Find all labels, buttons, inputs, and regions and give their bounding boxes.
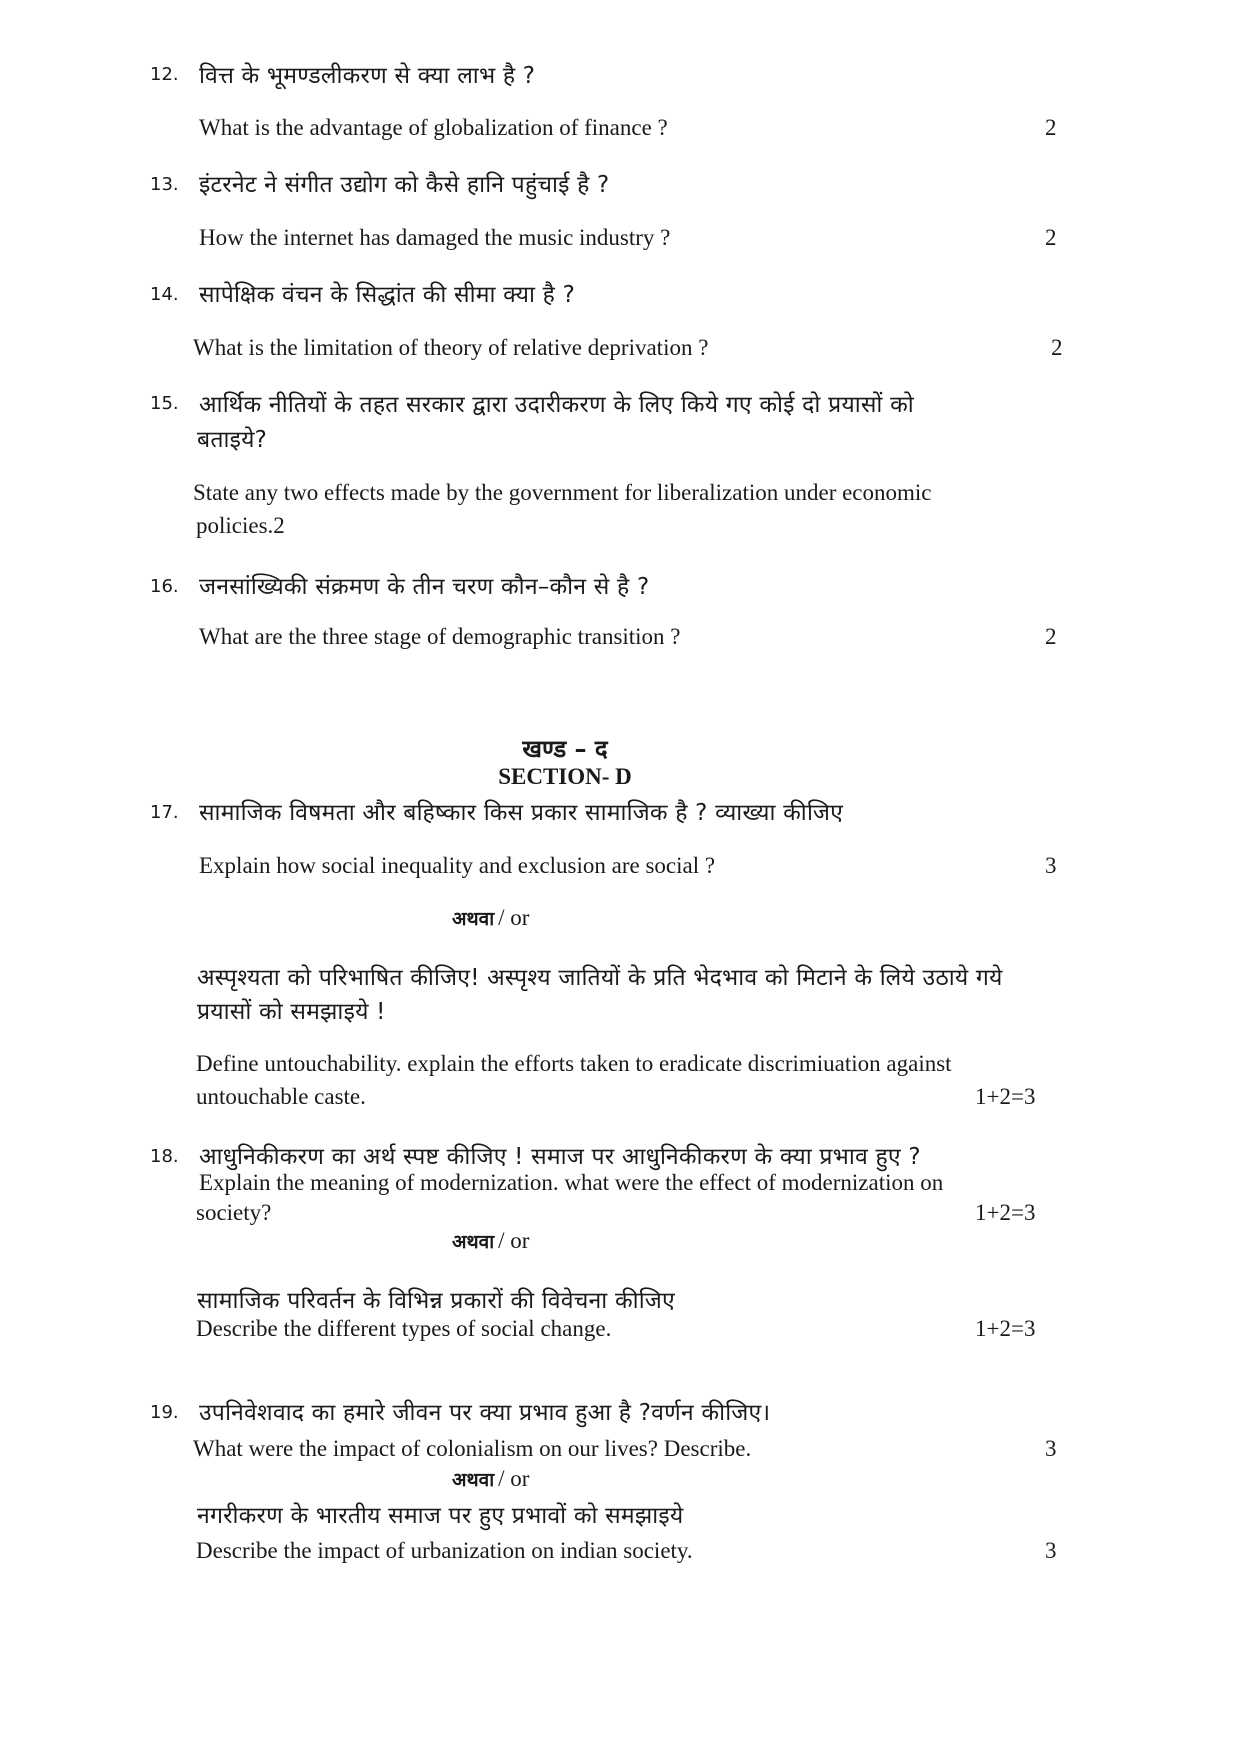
question-17-alt-english-line-2: untouchable caste. — [196, 1084, 366, 1109]
question-12-hindi: वित्त के भूमण्डलीकरण से क्या लाभ है ? — [199, 63, 536, 89]
question-16-english: What are the three stage of demographic transition ? — [199, 624, 681, 649]
or-label-hindi: अथवा — [452, 1231, 495, 1253]
question-number: 18. — [150, 1146, 179, 1167]
question-18-alt-hindi: सामाजिक परिवर्तन के विभिन्न प्रकारों की विवेचना कीजिए — [197, 1288, 675, 1314]
section-heading-hindi: खण्ड – द — [522, 735, 608, 763]
marks: 1+2=3 — [975, 1084, 1036, 1109]
question-14-english: What is the limitation of theory of relative deprivation ? — [193, 335, 709, 360]
question-13-english: How the internet has damaged the music industry ? — [199, 225, 671, 250]
question-number: 13. — [150, 174, 179, 195]
question-15-hindi-line-1: आर्थिक नीतियों के तहत सरकार द्वारा उदारीकरण के लिए किये गए कोई दो प्रयासों को — [199, 392, 914, 418]
marks: 3 — [1045, 1538, 1057, 1563]
question-18-english-line-1: Explain the meaning of modernization. what were the effect of modernization on — [199, 1170, 944, 1195]
question-17-alt-hindi-line-1: अस्पृश्यता को परिभाषित कीजिए! अस्पृश्य जातियों के प्रति भेदभाव को मिटाने के लिये उठाये गये — [197, 965, 1003, 991]
question-18-hindi: आधुनिकीकरण का अर्थ स्पष्ट कीजिए ! समाज पर आधुनिकीकरण के क्या प्रभाव हुए ? — [199, 1144, 921, 1170]
marks: 1+2=3 — [975, 1316, 1036, 1341]
question-14-hindi: सापेक्षिक वंचन के सिद्धांत की सीमा क्या है ? — [199, 282, 575, 308]
marks: 3 — [1045, 853, 1057, 878]
question-19-alt-english: Describe the impact of urbanization on indian society. — [196, 1538, 693, 1563]
or-label-hindi: अथवा — [452, 908, 495, 930]
or-label-english: / or — [498, 905, 530, 930]
or-label-hindi: अथवा — [452, 1469, 495, 1491]
marks: 2 — [1045, 115, 1057, 140]
question-17-hindi: सामाजिक विषमता और बहिष्कार किस प्रकार सामाजिक है ? व्याख्या कीजिए — [199, 800, 844, 826]
question-17-english: Explain how social inequality and exclusion are social ? — [199, 853, 716, 878]
marks: 2 — [1051, 335, 1063, 360]
marks: 1+2=3 — [975, 1200, 1036, 1225]
or-label-english: / or — [498, 1228, 530, 1253]
question-number: 15. — [150, 393, 179, 414]
or-label-english: / or — [498, 1466, 530, 1491]
marks: 2 — [1045, 225, 1057, 250]
question-number: 16. — [150, 576, 179, 597]
question-17-alt-hindi-line-2: प्रयासों को समझाइये ! — [197, 999, 386, 1025]
question-18-alt-english: Describe the different types of social change. — [196, 1316, 612, 1341]
or-divider — [452, 905, 529, 931]
marks: 3 — [1045, 1436, 1057, 1461]
question-number: 12. — [150, 64, 179, 85]
question-19-hindi: उपनिवेशवाद का हमारे जीवन पर क्या प्रभाव हुआ है ?वर्णन कीजिए। — [199, 1400, 771, 1426]
question-13-hindi: इंटरनेट ने संगीत उद्योग को कैसे हानि पहुंचाई है ? — [199, 172, 610, 198]
question-15-english-line-2: policies.2 — [196, 513, 285, 538]
question-19-alt-hindi: नगरीकरण के भारतीय समाज पर हुए प्रभावों को समझाइये — [197, 1503, 684, 1529]
question-15-english-line-1: State any two effects made by the government for liberalization under economic — [193, 480, 932, 505]
question-number: 19. — [150, 1402, 179, 1423]
question-12-english: What is the advantage of globalization of finance ? — [199, 115, 668, 140]
question-number: 17. — [150, 802, 179, 823]
question-15-hindi-line-2: बताइये? — [197, 427, 268, 453]
section-heading-english: SECTION- D — [498, 764, 632, 789]
question-16-hindi: जनसांख्यिकी संक्रमण के तीन चरण कौन–कौन से है ? — [199, 574, 650, 600]
question-18-english-line-2: society? — [196, 1200, 272, 1225]
or-divider — [452, 1466, 529, 1492]
marks: 2 — [1045, 624, 1057, 649]
or-divider — [452, 1228, 529, 1254]
question-17-alt-english-line-1: Define untouchability. explain the efforts taken to eradicate discrimiuation against — [196, 1051, 952, 1076]
question-19-english: What were the impact of colonialism on our lives? Describe. — [193, 1436, 752, 1461]
question-number: 14. — [150, 284, 179, 305]
